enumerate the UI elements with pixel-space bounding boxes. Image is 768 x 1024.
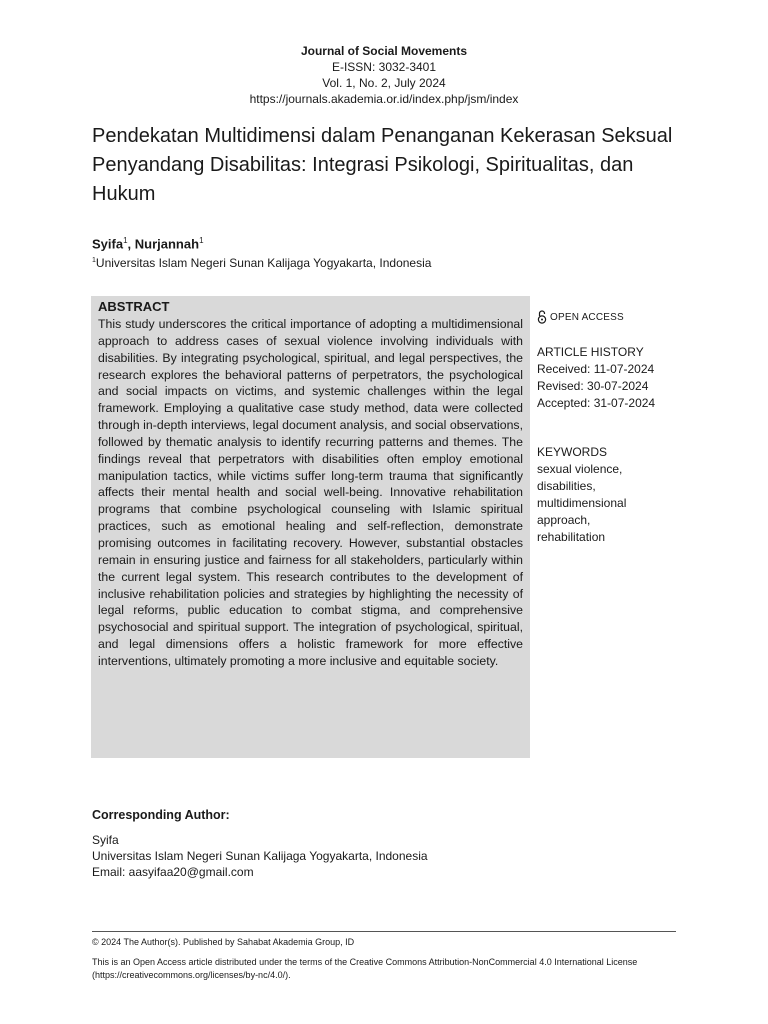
affiliation	[92, 256, 431, 270]
abstract-heading: ABSTRACT	[98, 299, 170, 314]
abstract-text: This study underscores the critical importance of adopting a multidimensional approach to address cases of sexual violence involving individuals with disabilities. By integrating psychological, spiritual, and legal perspectives, the research explores the behavioral patterns of perpetrators, the psychological and social impacts on victims, and systemic challenges within the legal framework. Employing a qualitative case study method, data were collected through in-depth interviews, legal document analysis, and social observations, followed by thematic analysis to identify recurring patterns and themes. The findings reveal that perpetrators with disabilities often employ emotional manipulation tactics, while victims suffer long-term trauma that significantly affects their mental health and social well-being. Innovative rehabilitation programs that combine psychological counseling with Islamic spiritual practices, such as emotional healing and self-reflection, demonstrate promising outcomes in facilitating recovery. However, substantial obstacles remain in ensuring justice and fairness for all stakeholders, particularly within the current legal system. This research contributes to the development of inclusive rehabilitation policies and strategies by highlighting the necessity of legal reforms, public education to combat stigma, and comprehensive psychosocial and spiritual support. The integration of psychological, spiritual, and legal dimensions offers a holistic framework for more effective interventions, ultimately promoting a more inclusive and equitable society.	[98, 317, 523, 668]
revised-date: Revised: 30-07-2024	[537, 379, 649, 393]
footer-divider	[92, 931, 676, 932]
article-history-heading: ARTICLE HISTORY	[537, 345, 644, 359]
keyword-item: sexual violence,	[537, 462, 623, 476]
journal-header	[0, 43, 768, 107]
keyword-item: approach,	[537, 513, 591, 527]
journal-issn: E-ISSN: 3032-3401	[331, 60, 437, 74]
open-lock-icon	[537, 310, 547, 324]
journal-volume: Vol. 1, No. 2, July 2024	[322, 76, 446, 90]
keywords-heading: KEYWORDS	[537, 445, 608, 459]
keyword-item: rehabilitation	[537, 530, 606, 544]
received-date: Received: 11-07-2024	[537, 362, 655, 376]
author-affiliation-mark: 1	[199, 236, 204, 245]
keywords-block	[537, 444, 707, 546]
author-separator: ,	[127, 236, 135, 252]
affiliation-mark: 1	[92, 257, 96, 264]
accepted-date: Accepted: 31-07-2024	[537, 396, 656, 410]
keyword-item: multidimensional	[537, 496, 627, 510]
abstract-box	[91, 296, 530, 758]
corresponding-author-email[interactable]: Email: aasyifaa20@gmail.com	[92, 865, 254, 879]
keyword-item: disabilities,	[537, 479, 596, 493]
open-access-badge	[537, 310, 707, 324]
corresponding-author-institution: Universitas Islam Negeri Sunan Kalijaga Yogyakarta, Indonesia	[92, 849, 428, 863]
author-list	[92, 236, 204, 251]
corresponding-author	[92, 808, 428, 880]
affiliation-text: Universitas Islam Negeri Sunan Kalijaga Yogyakarta, Indonesia	[95, 256, 432, 270]
author-affiliation-mark: 1	[123, 236, 128, 245]
article-sidebar	[537, 310, 707, 546]
copyright-notice: © 2024 The Author(s). Published by Sahabat Akademia Group, ID	[92, 937, 355, 947]
article-title: Pendekatan Multidimensi dalam Penanganan Kekerasan Seksual Penyandang Disabilitas: Integrasi Psikologi, Spiritualitas, dan Hukum	[92, 125, 673, 205]
author-name: Nurjannah	[134, 236, 200, 252]
open-access-label: OPEN ACCESS	[550, 311, 624, 323]
corresponding-author-heading: Corresponding Author:	[92, 808, 230, 822]
journal-url[interactable]: https://journals.akademia.or.id/index.php/jsm/index	[249, 92, 519, 106]
license-notice: This is an Open Access article distributed under the terms of the Creative Commons Attribution-NonCommercial 4.0 International License (https://creativecommons.org/licenses/by-nc/4.0/).	[92, 957, 638, 980]
author-name: Syifa	[92, 236, 124, 252]
corresponding-author-name: Syifa	[92, 833, 119, 847]
journal-name: Journal of Social Movements	[300, 44, 468, 58]
